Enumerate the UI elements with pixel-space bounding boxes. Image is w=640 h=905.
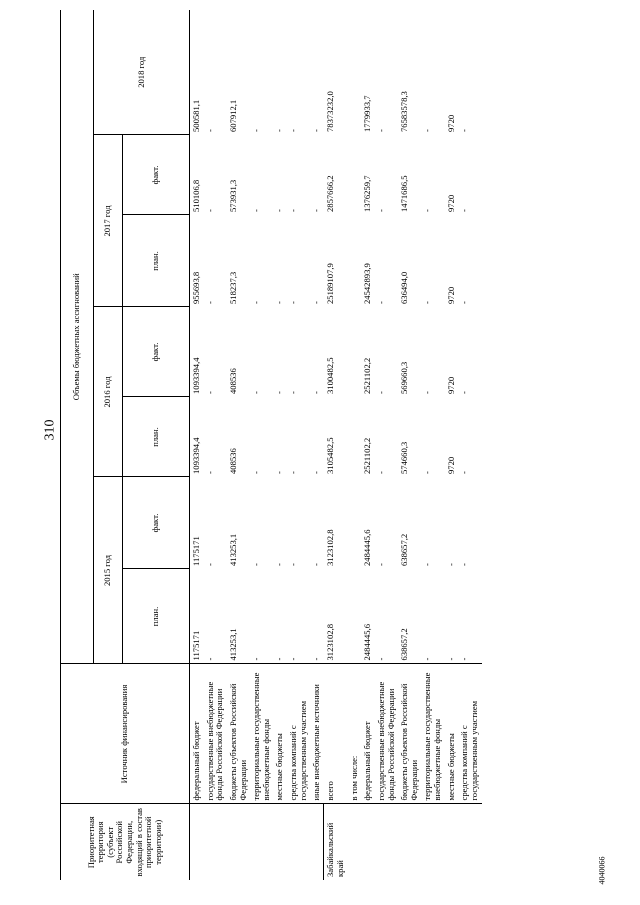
value-2018: 607912,1 bbox=[227, 99, 238, 132]
source-cell: иные внебюджетные источники bbox=[310, 664, 324, 804]
territory-cell bbox=[375, 804, 398, 880]
value-2016-plan: - bbox=[459, 471, 470, 474]
value-2017-fact: - bbox=[204, 209, 215, 212]
territory-cell bbox=[190, 804, 204, 880]
territory-cell bbox=[287, 804, 310, 880]
table-row bbox=[190, 10, 204, 880]
value-2018: 76583578,3 bbox=[399, 91, 410, 132]
value-2015-fact: - bbox=[288, 563, 298, 566]
value-2018: - bbox=[288, 129, 298, 132]
value-2018: - bbox=[422, 129, 433, 132]
value-2015-plan: - bbox=[458, 569, 481, 664]
table-row bbox=[204, 10, 227, 880]
value-2016-plan: 574660,3 bbox=[399, 441, 410, 474]
source-cell: федеральный бюджет bbox=[190, 664, 204, 804]
territory-cell bbox=[445, 804, 459, 880]
value-2016-fact: - bbox=[311, 391, 322, 394]
value-2016-fact: 2521102,2 bbox=[362, 357, 373, 394]
value-2017-fact: - bbox=[311, 209, 322, 212]
source-cell: местные бюджеты bbox=[445, 664, 459, 804]
value-2017-plan: 636494,0 bbox=[399, 271, 410, 304]
value-2015-plan: 638657,2 bbox=[398, 569, 421, 664]
value-2017-fact: - bbox=[251, 209, 262, 212]
value-2016-plan: - bbox=[288, 471, 298, 474]
value-2017-plan: - bbox=[204, 301, 215, 304]
value-2016-plan: - bbox=[204, 471, 215, 474]
source-cell: государственные внебюджетные фонды Российской Федерации bbox=[375, 664, 398, 804]
value-2017-fact: - bbox=[422, 209, 433, 212]
value-2015-plan bbox=[348, 569, 362, 664]
value-2015-plan: - bbox=[310, 569, 324, 664]
header-2018: 2018 год bbox=[94, 10, 190, 135]
table-row bbox=[458, 10, 481, 880]
value-2016-fact: - bbox=[459, 391, 470, 394]
value-2018: - bbox=[311, 129, 322, 132]
value-2017-fact: 9720 bbox=[445, 194, 456, 212]
value-2017-fact: 2857666,2 bbox=[324, 175, 335, 212]
value-2015-fact: - bbox=[422, 563, 433, 566]
value-2016-fact: 408536 bbox=[227, 368, 238, 394]
header-2016: 2016 год bbox=[94, 307, 123, 477]
value-2015-fact: - bbox=[459, 563, 470, 566]
budget-allocations-table bbox=[60, 10, 482, 880]
table-row bbox=[348, 10, 362, 880]
value-2017-plan: - bbox=[311, 301, 322, 304]
territory-cell bbox=[458, 804, 481, 880]
table-row bbox=[361, 10, 375, 880]
table-row bbox=[421, 10, 444, 880]
value-2017-plan: 518237,3 bbox=[227, 271, 238, 304]
value-2017-plan: - bbox=[459, 301, 470, 304]
value-2016-fact: - bbox=[288, 391, 298, 394]
source-cell: местные бюджеты bbox=[273, 664, 287, 804]
value-2016-plan: 2521102,2 bbox=[362, 437, 373, 474]
source-cell: территориальные государственные внебюджетные фонды bbox=[250, 664, 273, 804]
territory-cell bbox=[310, 804, 324, 880]
value-2015-fact: 1175171 bbox=[191, 536, 201, 566]
value-2017-plan: - bbox=[422, 301, 433, 304]
territory-cell bbox=[398, 804, 421, 880]
value-2015-fact: - bbox=[445, 563, 456, 566]
value-2016-plan: - bbox=[311, 471, 322, 474]
header-2017: 2017 год bbox=[94, 135, 123, 307]
table-row bbox=[310, 10, 324, 880]
value-2015-plan: 2484445,6 bbox=[361, 569, 375, 664]
value-2016-plan bbox=[348, 397, 362, 477]
territory-cell bbox=[348, 804, 362, 880]
document-code-text: 4040066 bbox=[597, 856, 607, 884]
header-2017-plan: план. bbox=[123, 215, 190, 307]
value-2018 bbox=[348, 10, 362, 135]
value-2016-fact: 3100482,5 bbox=[324, 357, 335, 394]
value-2017-fact: - bbox=[375, 209, 386, 212]
value-2017-plan bbox=[348, 215, 362, 307]
value-2018: 500581,1 bbox=[191, 99, 201, 132]
value-2016-fact: 9720 bbox=[445, 376, 456, 394]
value-2017-plan: 955693,8 bbox=[191, 271, 201, 304]
value-2018: - bbox=[251, 129, 262, 132]
source-cell: средства компаний с государственным участием bbox=[287, 664, 310, 804]
territory-cell bbox=[204, 804, 227, 880]
value-2016-fact: - bbox=[274, 391, 285, 394]
value-2015-plan: - bbox=[421, 569, 444, 664]
value-2017-plan: - bbox=[288, 301, 298, 304]
value-2017-fact: 1471686,5 bbox=[399, 175, 410, 212]
value-2015-plan: - bbox=[250, 569, 273, 664]
value-2017-fact: 510106,8 bbox=[191, 179, 201, 212]
value-2016-plan: - bbox=[274, 471, 285, 474]
value-2018: - bbox=[375, 129, 386, 132]
value-2016-fact: - bbox=[204, 391, 215, 394]
value-2015-fact: - bbox=[251, 563, 262, 566]
territory-cell bbox=[227, 804, 250, 880]
value-2015-fact: 2484445,6 bbox=[362, 529, 373, 566]
value-2016-fact: 1093394,4 bbox=[191, 357, 201, 394]
value-2017-fact bbox=[348, 135, 362, 215]
header-territory: Приоритетная территория (субъект Российской Федерации, входящий в состав приоритетной территории) bbox=[61, 804, 190, 880]
header-2017-fact: факт. bbox=[123, 135, 190, 215]
source-cell: федеральный бюджет bbox=[361, 664, 375, 804]
value-2018: 1779933,7 bbox=[362, 95, 373, 132]
value-2017-fact: 1376259,7 bbox=[362, 175, 373, 212]
value-2018: 78373232,0 bbox=[324, 91, 335, 132]
value-2015-plan: 3123102,8 bbox=[324, 569, 348, 664]
value-2018: 9720 bbox=[445, 114, 456, 132]
rotated-table-stage bbox=[60, 10, 555, 880]
value-2015-plan: - bbox=[445, 569, 459, 664]
value-2015-plan: - bbox=[287, 569, 310, 664]
value-2017-plan: 9720 bbox=[445, 286, 456, 304]
value-2017-fact: 573931,3 bbox=[227, 179, 238, 212]
territory-cell bbox=[250, 804, 273, 880]
header-2015-fact: факт. bbox=[123, 477, 190, 569]
value-2015-plan: - bbox=[273, 569, 287, 664]
table-row bbox=[273, 10, 287, 880]
table-row bbox=[227, 10, 250, 880]
table-row bbox=[398, 10, 421, 880]
value-2015-plan: - bbox=[375, 569, 398, 664]
value-2015-plan: - bbox=[204, 569, 227, 664]
value-2017-plan: - bbox=[375, 301, 386, 304]
value-2015-plan: 413253,1 bbox=[227, 569, 250, 664]
value-2017-fact: - bbox=[459, 209, 470, 212]
rotated-page-area bbox=[60, 10, 555, 880]
value-2016-plan: 3105482,5 bbox=[324, 437, 335, 474]
value-2016-fact: - bbox=[375, 391, 386, 394]
value-2018: - bbox=[204, 129, 215, 132]
value-2015-fact: 3123102,8 bbox=[324, 529, 335, 566]
value-2017-fact: - bbox=[288, 209, 298, 212]
value-2016-fact: - bbox=[251, 391, 262, 394]
header-2016-fact: факт. bbox=[123, 307, 190, 397]
header-2016-plan: план. bbox=[123, 397, 190, 477]
source-cell: государственные внебюджетные фонды Российской Федерации bbox=[204, 664, 227, 804]
value-2015-plan: 1175171 bbox=[190, 569, 204, 664]
header-volumes: Объемы бюджетных ассигнований bbox=[61, 10, 94, 664]
territory-cell bbox=[421, 804, 444, 880]
value-2016-plan: - bbox=[422, 471, 433, 474]
table-row bbox=[324, 10, 348, 880]
value-2016-plan: 9720 bbox=[445, 456, 456, 474]
source-cell: бюджеты субъектов Российской Федерации bbox=[398, 664, 421, 804]
value-2017-fact: - bbox=[274, 209, 285, 212]
header-2015-plan: план. bbox=[123, 569, 190, 664]
table-row bbox=[287, 10, 310, 880]
page-number bbox=[40, 400, 60, 460]
value-2017-plan: - bbox=[251, 301, 262, 304]
value-2015-fact bbox=[348, 477, 362, 569]
territory-cell: Забайкальский край bbox=[324, 804, 348, 880]
source-cell: всего bbox=[324, 664, 348, 804]
value-2015-fact: 413253,1 bbox=[227, 533, 238, 566]
value-2017-plan: - bbox=[274, 301, 285, 304]
value-2015-fact: - bbox=[311, 563, 322, 566]
value-2015-fact: 638657,2 bbox=[399, 533, 410, 566]
value-2016-plan: - bbox=[251, 471, 262, 474]
table-row bbox=[445, 10, 459, 880]
value-2018: - bbox=[459, 129, 470, 132]
source-cell: территориальные государственные внебюджетные фонды bbox=[421, 664, 444, 804]
value-2016-plan: 408536 bbox=[227, 448, 238, 474]
territory-cell bbox=[273, 804, 287, 880]
value-2016-fact bbox=[348, 307, 362, 397]
table-row bbox=[375, 10, 398, 880]
value-2015-fact: - bbox=[274, 563, 285, 566]
value-2018: - bbox=[274, 129, 285, 132]
table-body bbox=[190, 10, 482, 880]
value-2016-fact: 569660,3 bbox=[399, 361, 410, 394]
header-source: Источник финансирования bbox=[61, 664, 190, 804]
document-code bbox=[592, 835, 612, 905]
header-2015: 2015 год bbox=[94, 477, 123, 664]
table-header bbox=[61, 10, 190, 880]
source-cell: в том числе: bbox=[348, 664, 362, 804]
source-cell: бюджеты субъектов Российской Федерации bbox=[227, 664, 250, 804]
value-2015-fact: - bbox=[204, 563, 215, 566]
value-2016-fact: - bbox=[422, 391, 433, 394]
value-2015-fact: - bbox=[375, 563, 386, 566]
value-2017-plan: 25189107,9 bbox=[324, 263, 335, 304]
territory-cell bbox=[361, 804, 375, 880]
page-number-text: 310 bbox=[42, 419, 57, 441]
value-2017-plan: 24542893,9 bbox=[362, 263, 373, 304]
value-2016-plan: 1093394,4 bbox=[191, 437, 201, 474]
source-cell: средства компаний с государственным участием bbox=[458, 664, 481, 804]
value-2016-plan: - bbox=[375, 471, 386, 474]
table-row bbox=[250, 10, 273, 880]
